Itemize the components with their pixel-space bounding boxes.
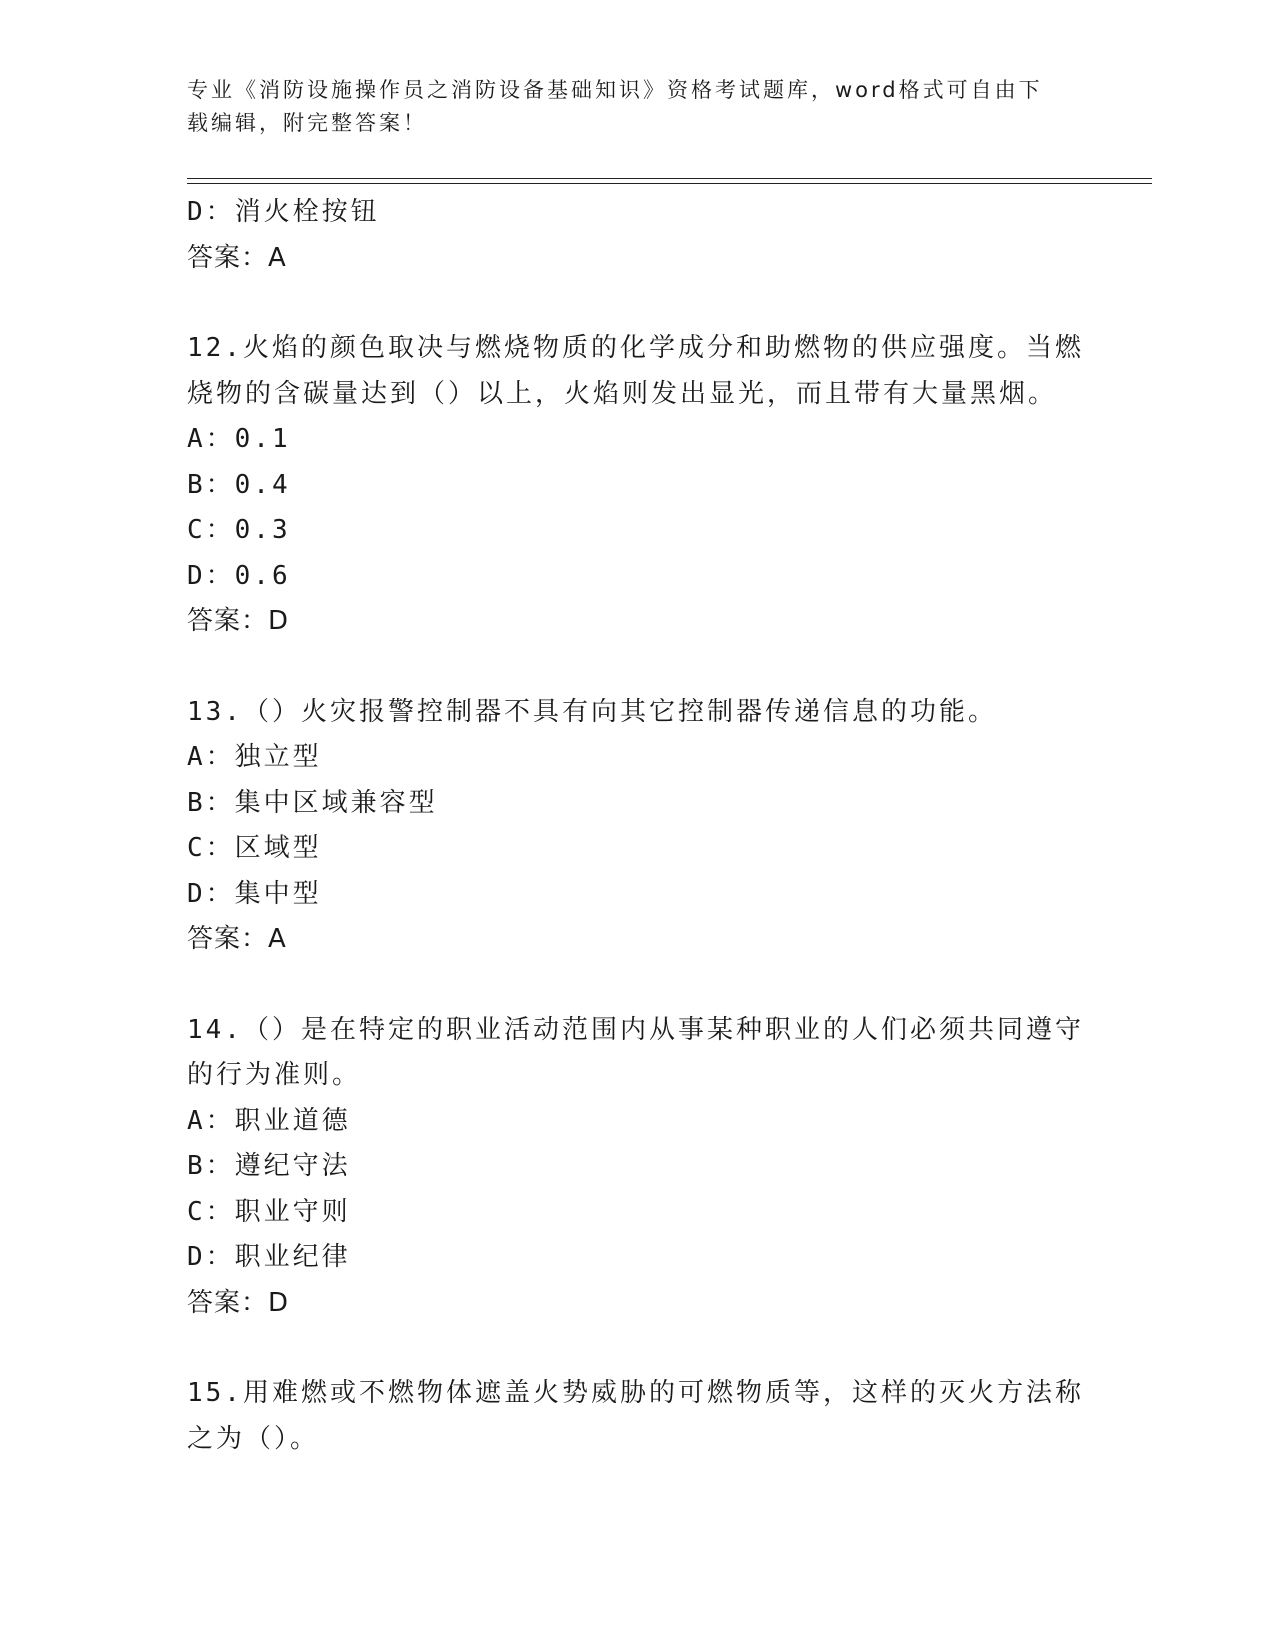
option-d: D：消火栓按钮: [187, 197, 380, 227]
question-stem: 13.（）火灾报警控制器不具有向其它控制器传递信息的功能。: [187, 696, 997, 727]
option-b: B：0.4: [187, 469, 291, 500]
option-c: C：区域型: [187, 833, 322, 863]
question-14: [187, 1008, 1087, 1327]
question-stem: 烧物的含碳量达到（）以上，火焰则发出显光，而且带有大量黑烟。: [187, 378, 1058, 409]
option-d: D：集中型: [187, 878, 322, 909]
spacer: [187, 281, 1087, 326]
header-divider-bottom: [187, 183, 1152, 184]
question-stem: 的行为准则。: [187, 1060, 362, 1090]
option-a: A：0.1: [187, 424, 291, 454]
option-b: B：集中区域兼容型: [187, 787, 438, 818]
header-line-2: 载编辑，附完整答案！: [187, 111, 427, 135]
answer-label: 答案：D: [187, 606, 290, 636]
document-header: [187, 74, 1087, 140]
option-d: D：0.6: [187, 560, 291, 591]
question-stem: 之为（）。: [187, 1423, 320, 1454]
option-b: B：遵纪守法: [187, 1151, 351, 1181]
answer-label: 答案：D: [187, 1287, 290, 1318]
question-13: [187, 690, 1087, 963]
header-divider-top: [187, 178, 1152, 179]
option-a: A：独立型: [187, 742, 322, 772]
question-15: [187, 1371, 1087, 1462]
option-a: A：职业道德: [187, 1105, 351, 1136]
option-d: D：职业纪律: [187, 1242, 351, 1272]
spacer: [187, 645, 1087, 690]
answer-label: 答案：A: [187, 242, 287, 273]
question-11-tail: [187, 190, 1087, 281]
option-c: C：0.3: [187, 515, 291, 545]
question-stem: 12.火焰的颜色取决与燃烧物质的化学成分和助燃物的供应强度。当燃: [187, 333, 1084, 363]
answer-label: 答案：A: [187, 924, 287, 954]
option-c: C：职业守则: [187, 1196, 351, 1227]
header-line-1: 专业《消防设施操作员之消防设备基础知识》资格考试题库，word格式可自由下: [187, 78, 1043, 102]
question-stem: 14.（）是在特定的职业活动范围内从事某种职业的人们必须共同遵守: [187, 1014, 1084, 1045]
question-list: [187, 190, 1087, 1462]
question-12: [187, 326, 1087, 645]
question-stem: 15.用难燃或不燃物体遮盖火势威胁的可燃物质等，这样的灭火方法称: [187, 1378, 1084, 1408]
spacer: [187, 1326, 1087, 1371]
spacer: [187, 963, 1087, 1008]
